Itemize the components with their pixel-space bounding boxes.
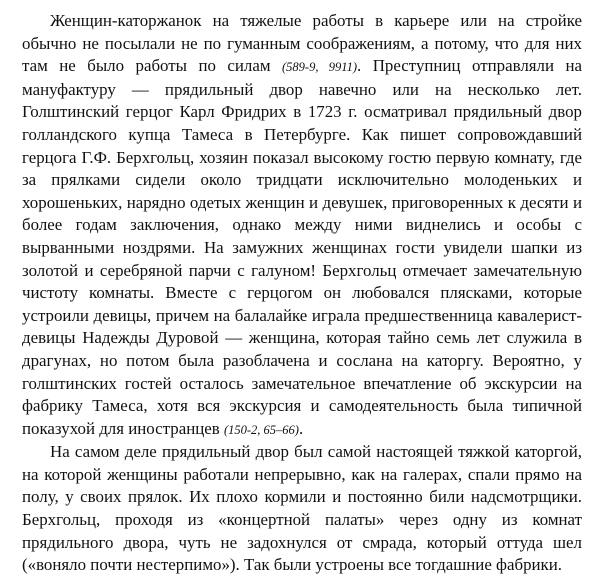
citation-ref: (589-9, 9911) xyxy=(282,60,358,75)
paragraph-1-text-3: . xyxy=(298,418,304,438)
paragraph-2-text-1: На самом деле прядильный двор был самой настоящей тяжкой каторгой, на которой женщины работали непрерывно, как на галерах, спали прямо на полу, у своих прялок. Их плохо кормили и постоянно били надсмотрщики. Берхгольц, проходя из «концертной палаты» через одну из комнат прядильного двора, чуть не задохнулся от смрада, который оттуда шел («воняло почти нестерпимо»). Так были устроены все тогдашние фабрики. xyxy=(22,442,582,575)
document-page xyxy=(22,10,582,577)
paragraph-2 xyxy=(22,441,582,577)
paragraph-1 xyxy=(22,10,582,441)
paragraph-1-text-1: Женщин-каторжанок на тяжелые работы в карьере или на стройке обычно не посылали не по гуманным соображениям, а потому, что для них там не было работы по силам xyxy=(22,11,582,76)
paragraph-1-text-2: . Преступниц отправляли на мануфактуру — прядильный двор навечно или на несколько лет. Голштинский герцог Карл Фридрих в 1723 г. осматривал прядильный двор голландского купца Тамеса в Петербурге. Как пишет сопровождавший герцога Г.Ф. Берхгольц, хозяин показал высокому гостю первую комнату, где за прялками сидели около тридцати исключительно молоденьких и хорошеньких, нарядно одетых женщин и девушек, приговоренных к десяти и более годам заключения, однако между ними виднелись и особы с вырванными ноздрями. На замужних женщинах гости увидели шапки из золотой и серебряной парчи с галуном! Берхгольц отмечает замечательную чистоту комнаты. Вместе с герцогом он любовался плясками, которые устроили девицы, причем на балалайке играла предшественница кавалерист-девицы Надежды Дуровой — женщина, которая тайно семь лет служила в драгунах, но потом была разоблачена и сослана на каторгу. Вероятно, у голштинских гостей осталось замечательное впечатление об экскурсии на фабрику Тамеса, хотя вся экскурсия и самодеятельность была типичной показухой для иностранцев xyxy=(22,56,582,438)
citation-ref: (150-2, 65–66) xyxy=(223,422,299,437)
